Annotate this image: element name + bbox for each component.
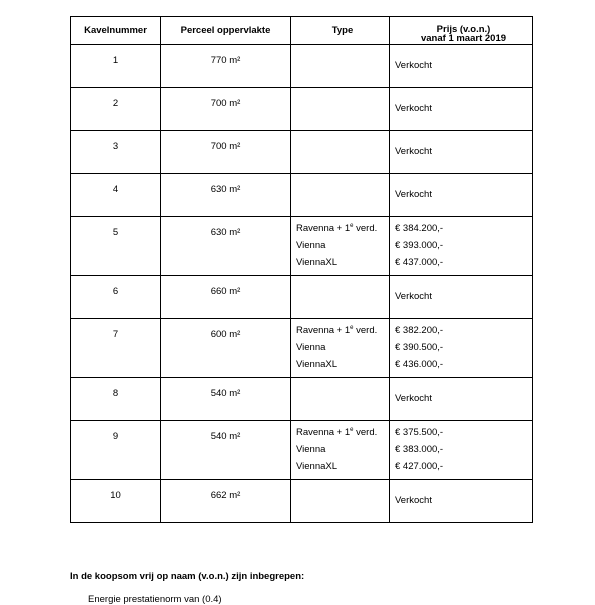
cell-plot-area: 662 m² [161,480,291,523]
cell-price [390,378,533,421]
cell-lot-number: 2 [71,88,161,131]
house-type-label: Vienna [296,342,326,353]
table-header-row [71,17,533,45]
cell-lot-number: 5 [71,217,161,276]
price-value: € 436.000,- [395,359,444,370]
sold-status: Verkocht [395,291,432,302]
cell-type [291,174,390,217]
cell-price [390,480,533,523]
sold-status: Verkocht [395,60,432,71]
cell-lot-number: 7 [71,319,161,378]
cell-price [390,276,533,319]
price-value: € 383.000,- [395,444,444,455]
cell-type [291,88,390,131]
table-row [71,45,533,88]
header-price-line2: vanaf 1 maart 2019 [420,33,507,44]
cell-lot-number: 10 [71,480,161,523]
cell-type [291,421,390,480]
header-price [390,17,533,45]
header-plot-area: Perceel oppervlakte [161,17,291,45]
house-type-label: ViennaXL [296,461,338,472]
cell-price [390,319,533,378]
cell-price [390,174,533,217]
cell-plot-area: 660 m² [161,276,291,319]
cell-plot-area: 630 m² [161,217,291,276]
house-type-label: ViennaXL [296,359,338,370]
cell-lot-number: 3 [71,131,161,174]
table-row [71,88,533,131]
cell-lot-number: 9 [71,421,161,480]
cell-lot-number: 6 [71,276,161,319]
cell-plot-area: 600 m² [161,319,291,378]
cell-price [390,88,533,131]
cell-price [390,45,533,88]
house-type-label: Vienna [296,444,326,455]
cell-type [291,276,390,319]
inclusions-heading: In de koopsom vrij op naam (v.o.n.) zijn inbegrepen: [70,571,305,582]
house-type-label: ViennaXL [296,257,338,268]
table-row [71,276,533,319]
price-value: € 437.000,- [395,257,444,268]
cell-plot-area: 540 m² [161,421,291,480]
sold-status: Verkocht [395,495,432,506]
sold-status: Verkocht [395,146,432,157]
table-row [71,378,533,421]
house-type-label: Ravenna + $1^e$ verd. [296,427,378,438]
cell-plot-area: 700 m² [161,131,291,174]
cell-plot-area: 540 m² [161,378,291,421]
house-type-label: Ravenna + $1^e$ verd. [296,223,378,234]
cell-type [291,480,390,523]
table-row [71,480,533,523]
cell-type [291,45,390,88]
house-type-label: Vienna [296,240,326,251]
price-value: € 427.000,- [395,461,444,472]
cell-price [390,421,533,480]
price-value: € 390.500,- [395,342,444,353]
table-row [71,217,533,276]
sold-status: Verkocht [395,103,432,114]
table-row [71,131,533,174]
cell-price [390,217,533,276]
cell-price [390,131,533,174]
cell-lot-number: 1 [71,45,161,88]
cell-type [291,131,390,174]
table-row [71,174,533,217]
cell-lot-number: 4 [71,174,161,217]
price-value: € 382.200,- [395,325,444,336]
price-value: € 384.200,- [395,223,444,234]
cell-plot-area: 700 m² [161,88,291,131]
cell-type [291,319,390,378]
sold-status: Verkocht [395,189,432,200]
header-price-line1: Prijs (v.o.n.) [436,24,491,35]
table-row [71,319,533,378]
inclusions-first-item: Energie prestatienorm van (0.4) [88,594,222,605]
price-value: € 393.000,- [395,240,444,251]
header-lot-number: Kavelnummer [71,17,161,45]
cell-type [291,378,390,421]
lots-price-table [70,16,533,523]
sold-status: Verkocht [395,393,432,404]
header-type: Type [291,17,390,45]
house-type-label: Ravenna + $1^e$ verd. [296,325,378,336]
cell-plot-area: 630 m² [161,174,291,217]
table-row [71,421,533,480]
cell-type [291,217,390,276]
cell-plot-area: 770 m² [161,45,291,88]
cell-lot-number: 8 [71,378,161,421]
price-value: € 375.500,- [395,427,444,438]
